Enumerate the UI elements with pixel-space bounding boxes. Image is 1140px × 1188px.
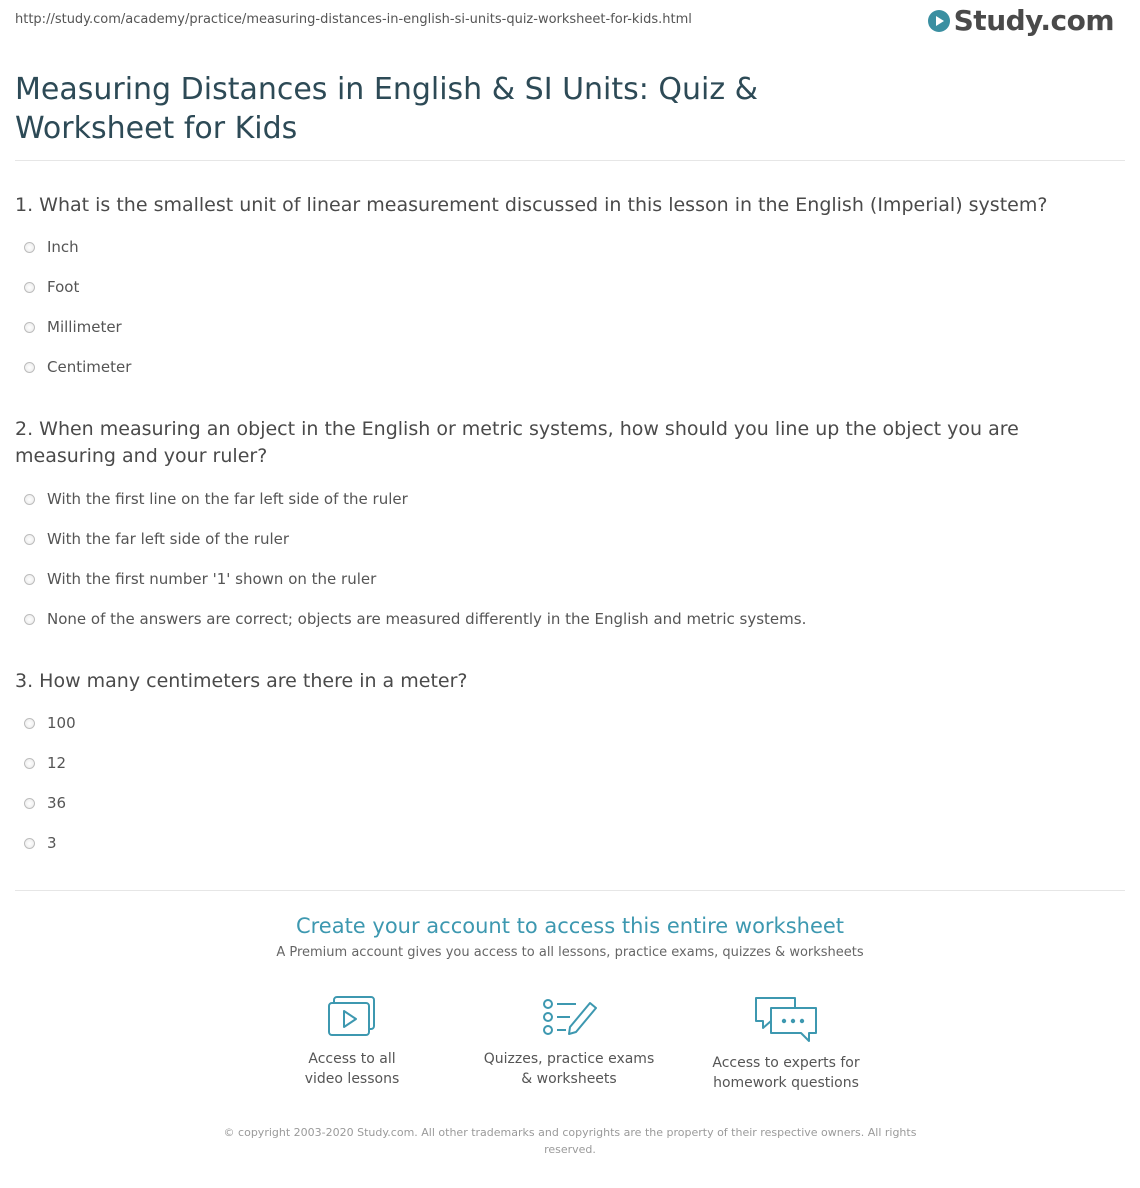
radio-button[interactable] [24, 242, 35, 253]
video-lessons-icon [326, 995, 378, 1039]
radio-button[interactable] [24, 798, 35, 809]
premium-description: A Premium account gives you access to all lessons, practice exams, quizzes & worksheets [276, 945, 864, 960]
answer-label: With the first number '1' shown on the ruler [47, 570, 377, 588]
answer-option[interactable] [24, 791, 66, 815]
divider [15, 890, 1125, 891]
quiz-checklist-icon [540, 995, 598, 1039]
page-title: Measuring Distances in English & SI Units: Quiz & Worksheet for Kids [15, 72, 759, 146]
radio-button[interactable] [24, 614, 35, 625]
answer-label: Inch [47, 238, 79, 256]
question-3: 3. How many centimeters are there in a meter? [15, 670, 468, 692]
divider [15, 160, 1125, 161]
answer-option[interactable] [24, 751, 66, 775]
answer-label: 3 [47, 834, 57, 852]
radio-button[interactable] [24, 494, 35, 505]
feature-label: & worksheets [521, 1071, 617, 1087]
answer-label: 12 [47, 754, 67, 772]
radio-button[interactable] [24, 718, 35, 729]
play-logo-icon [928, 10, 950, 32]
answer-label: 100 [47, 714, 76, 732]
answer-label: With the far left side of the ruler [47, 530, 290, 548]
answer-option[interactable] [24, 315, 122, 339]
feature-quizzes [469, 995, 669, 1089]
answer-label: With the first line on the far left side of the ruler [47, 490, 408, 508]
radio-button[interactable] [24, 838, 35, 849]
answer-option[interactable] [24, 567, 376, 591]
feature-label: video lessons [304, 1071, 400, 1087]
radio-button[interactable] [24, 282, 35, 293]
create-account-link[interactable]: Create your account to access this entire worksheet [295, 914, 845, 938]
radio-button[interactable] [24, 758, 35, 769]
answer-label: None of the answers are correct; objects are measured differently in the English and metric systems. [47, 610, 807, 628]
answer-option[interactable] [24, 235, 79, 259]
question-2: 2. When measuring an object in the English or metric systems, how should you line up the object you are measuring and your ruler? [15, 418, 1019, 467]
answer-label: Millimeter [47, 318, 122, 336]
answer-option[interactable] [24, 527, 289, 551]
feature-label: Access to all [308, 1051, 396, 1067]
feature-label: Quizzes, practice exams [483, 1051, 655, 1067]
radio-button[interactable] [24, 574, 35, 585]
feature-video-lessons [252, 995, 452, 1089]
radio-button[interactable] [24, 534, 35, 545]
page-url: http://study.com/academy/practice/measuring-distances-in-english-si-units-quiz-worksheet-for-kids.html [15, 12, 692, 27]
radio-button[interactable] [24, 362, 35, 373]
feature-experts [686, 995, 886, 1093]
answer-option[interactable] [24, 355, 131, 379]
answer-option[interactable] [24, 831, 57, 855]
answer-option[interactable] [24, 275, 79, 299]
answer-option[interactable] [24, 607, 806, 631]
study-logo[interactable] [928, 4, 1114, 37]
question-1: 1. What is the smallest unit of linear measurement discussed in this lesson in the English (Imperial) system? [15, 194, 1048, 216]
copyright-notice: © copyright 2003-2020 Study.com. All other trademarks and copyrights are the property of their respective owners. All rights reserved. [223, 1126, 917, 1156]
radio-button[interactable] [24, 322, 35, 333]
feature-label: homework questions [713, 1075, 859, 1091]
logo-text: Study.com [953, 4, 1114, 37]
answer-label: 36 [47, 794, 67, 812]
answer-label: Foot [47, 278, 80, 296]
expert-chat-icon [753, 995, 819, 1043]
answer-option[interactable] [24, 711, 76, 735]
answer-option[interactable] [24, 487, 408, 511]
feature-label: Access to experts for [712, 1055, 860, 1071]
answer-label: Centimeter [47, 358, 132, 376]
